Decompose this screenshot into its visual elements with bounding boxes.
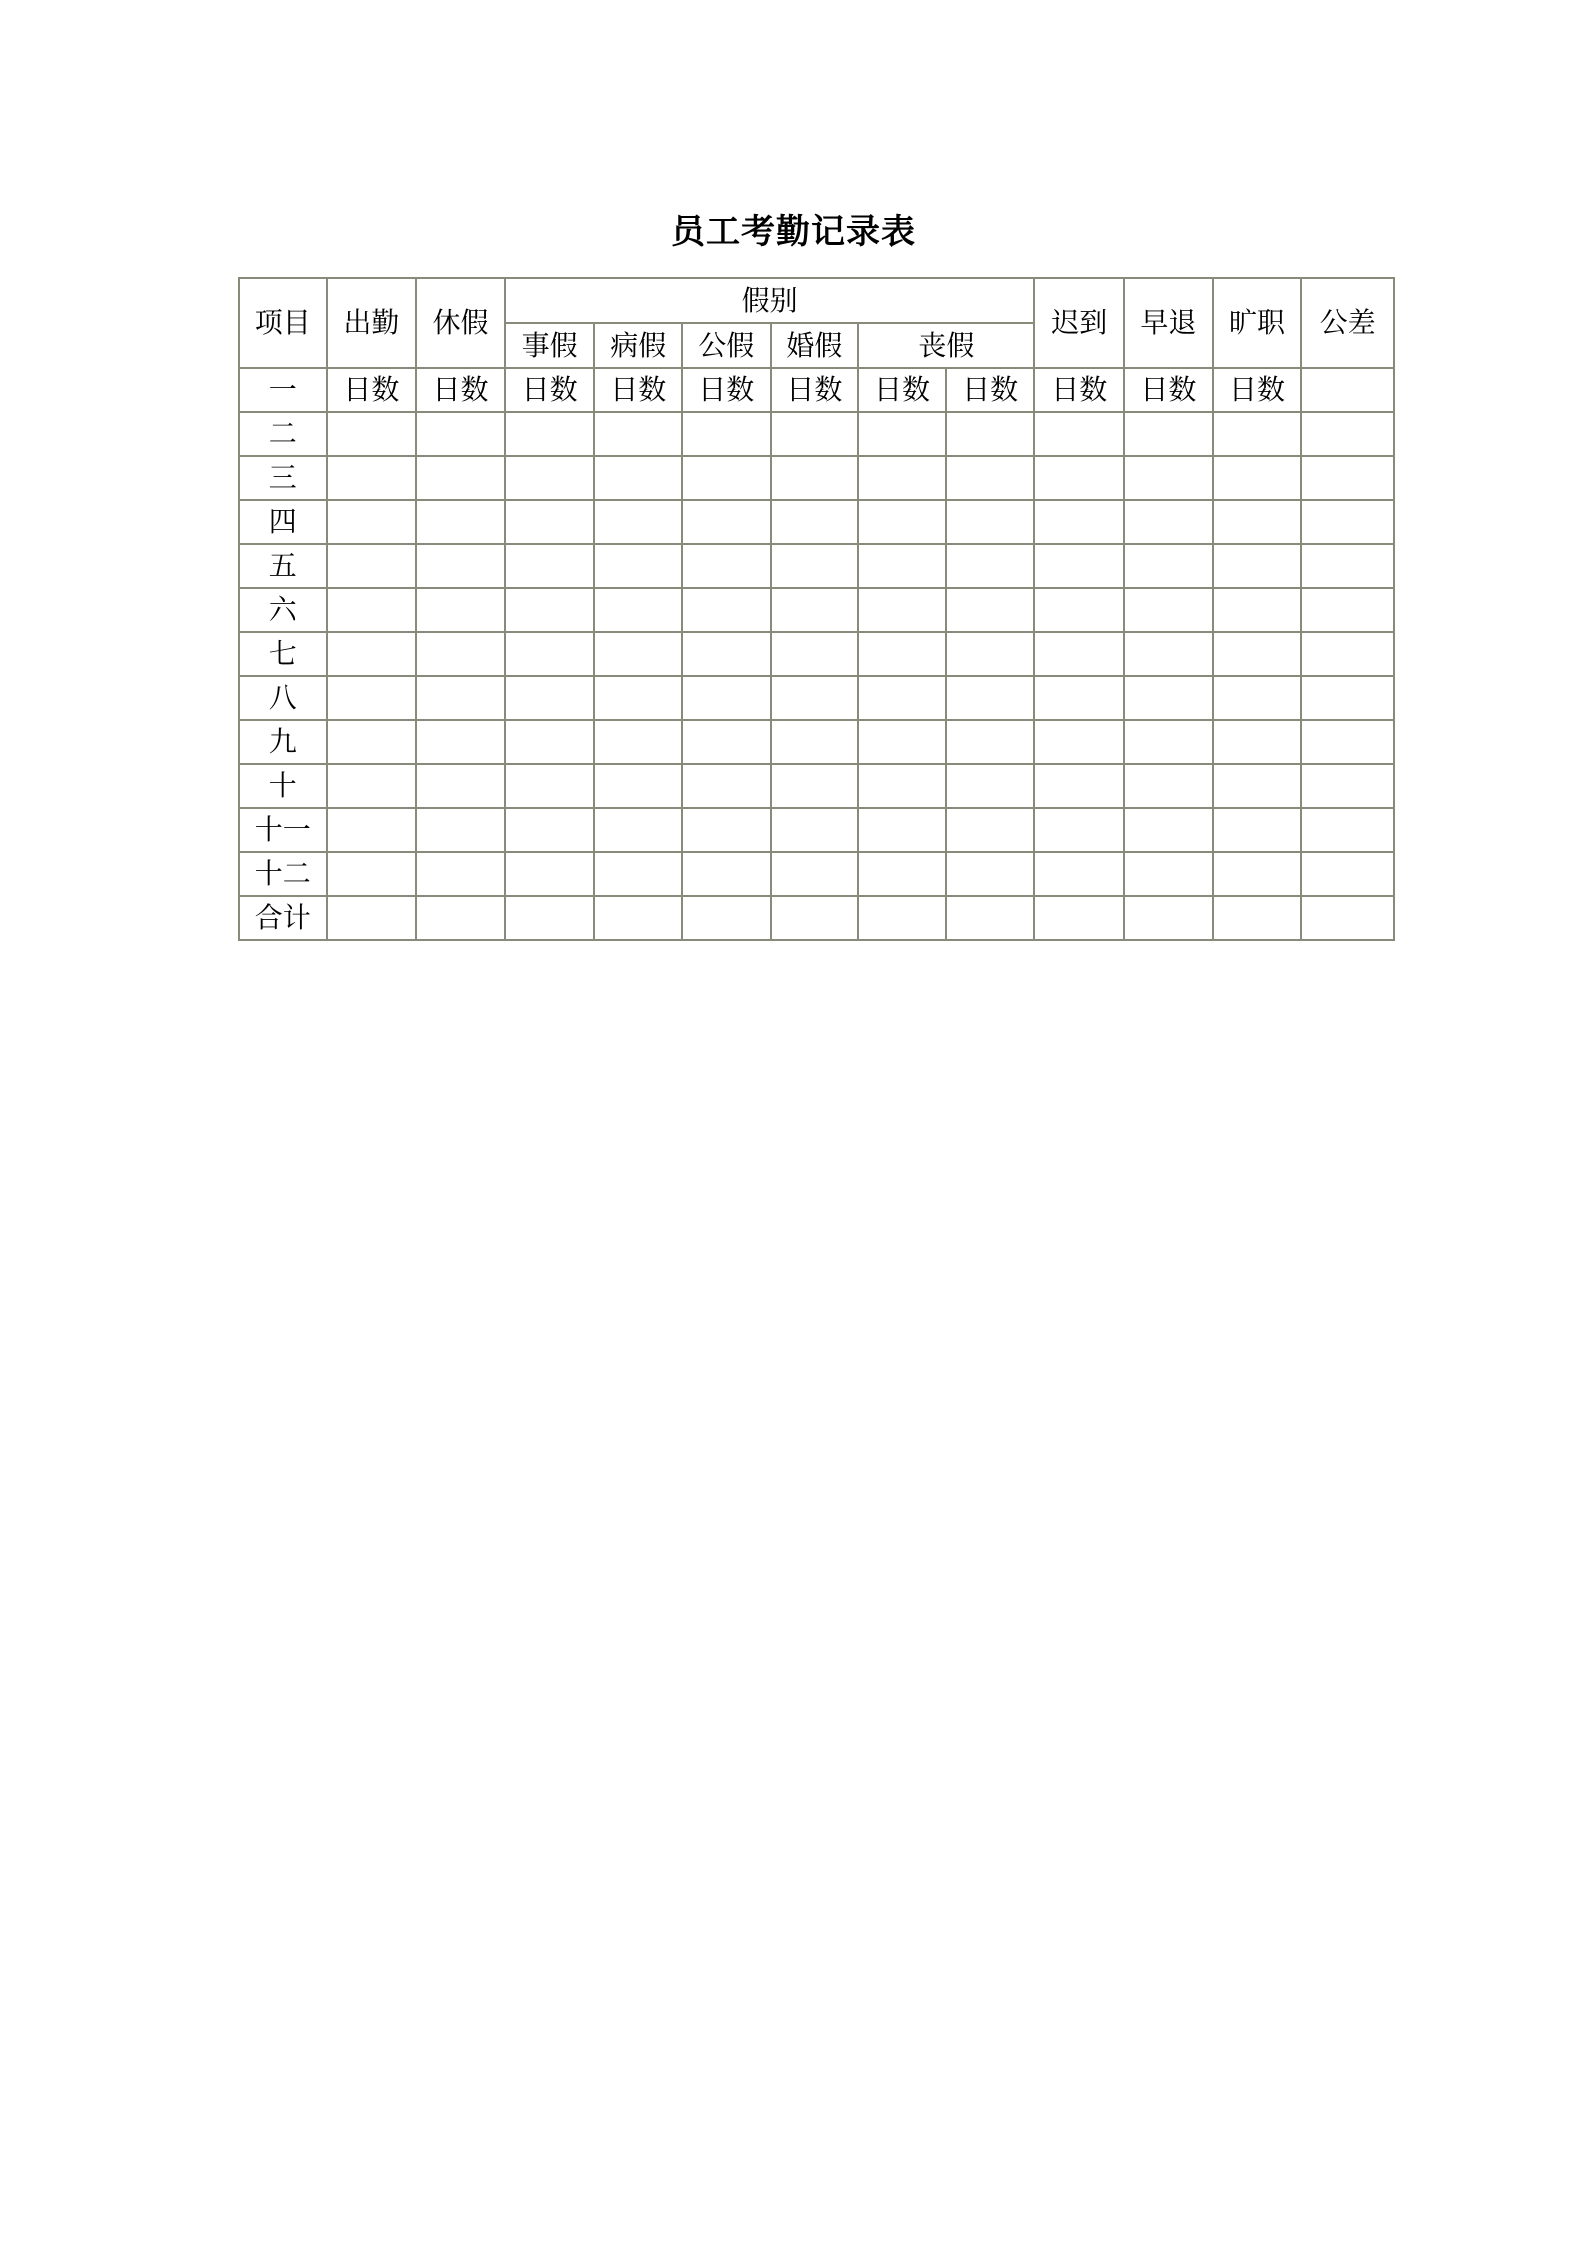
row-label: 十一 <box>239 808 327 852</box>
table-cell[interactable] <box>416 676 505 720</box>
table-cell[interactable] <box>946 720 1035 764</box>
table-cell[interactable] <box>1124 764 1213 808</box>
header-sick-leave: 病假 <box>594 323 682 368</box>
table-cell[interactable] <box>1124 808 1213 852</box>
table-cell[interactable] <box>946 412 1035 456</box>
table-cell[interactable] <box>327 852 417 896</box>
table-cell[interactable] <box>505 720 595 764</box>
table-cell[interactable] <box>858 896 946 940</box>
header-bereavement-leave: 丧假 <box>858 323 1034 368</box>
table-cell[interactable] <box>1034 588 1124 632</box>
row-label: 九 <box>239 720 327 764</box>
table-cell[interactable] <box>594 632 682 676</box>
table-cell[interactable] <box>1124 456 1213 500</box>
table-row <box>239 720 1394 764</box>
row-label: 五 <box>239 544 327 588</box>
table-cell[interactable] <box>416 588 505 632</box>
row-label: 四 <box>239 500 327 544</box>
table-cell[interactable]: 日数 <box>858 368 946 412</box>
header-business-trip: 公差 <box>1301 278 1394 368</box>
table-cell[interactable] <box>1213 456 1302 500</box>
table-cell[interactable] <box>1301 720 1394 764</box>
table-cell[interactable] <box>1213 676 1302 720</box>
table-row <box>239 852 1394 896</box>
table-cell[interactable] <box>1034 852 1124 896</box>
table-cell[interactable] <box>946 544 1035 588</box>
header-attendance: 出勤 <box>327 278 417 368</box>
table-cell[interactable] <box>1034 676 1124 720</box>
table-cell[interactable] <box>682 896 771 940</box>
table-cell[interactable] <box>771 456 859 500</box>
table-cell[interactable] <box>1301 368 1394 412</box>
table-cell[interactable] <box>946 500 1035 544</box>
table-cell[interactable] <box>327 412 417 456</box>
table-cell[interactable] <box>1301 896 1394 940</box>
table-cell[interactable] <box>1034 720 1124 764</box>
table-cell[interactable] <box>505 500 595 544</box>
table-cell[interactable] <box>594 412 682 456</box>
table-cell[interactable] <box>682 588 771 632</box>
table-cell[interactable] <box>946 808 1035 852</box>
table-cell[interactable] <box>594 808 682 852</box>
table-cell[interactable] <box>1213 632 1302 676</box>
table-cell[interactable] <box>771 852 859 896</box>
table-row <box>239 632 1394 676</box>
table-cell[interactable] <box>946 676 1035 720</box>
table-cell[interactable] <box>1124 500 1213 544</box>
table-cell[interactable] <box>1124 852 1213 896</box>
table-row <box>239 808 1394 852</box>
table-cell[interactable] <box>1301 676 1394 720</box>
table-cell[interactable] <box>1124 896 1213 940</box>
table-cell[interactable] <box>946 896 1035 940</box>
table-cell[interactable] <box>1034 632 1124 676</box>
table-cell[interactable] <box>1213 808 1302 852</box>
table-cell[interactable] <box>1124 632 1213 676</box>
header-early-leave: 早退 <box>1124 278 1213 368</box>
table-cell[interactable] <box>682 544 771 588</box>
header-item: 项目 <box>239 278 327 368</box>
table-cell[interactable] <box>1034 544 1124 588</box>
table-cell[interactable] <box>594 500 682 544</box>
table-cell[interactable] <box>505 808 595 852</box>
table-cell[interactable] <box>771 720 859 764</box>
table-cell[interactable] <box>1213 896 1302 940</box>
table-cell[interactable] <box>682 500 771 544</box>
table-cell[interactable] <box>327 500 417 544</box>
table-cell[interactable] <box>771 896 859 940</box>
table-cell[interactable] <box>771 544 859 588</box>
table-cell[interactable] <box>1213 764 1302 808</box>
table-cell[interactable] <box>682 632 771 676</box>
table-row <box>239 544 1394 588</box>
table-cell[interactable] <box>1301 500 1394 544</box>
table-cell[interactable] <box>682 808 771 852</box>
header-official-leave: 公假 <box>682 323 771 368</box>
row-label: 六 <box>239 588 327 632</box>
table-cell[interactable] <box>771 588 859 632</box>
table-cell[interactable] <box>858 632 946 676</box>
table-row <box>239 412 1394 456</box>
table-cell[interactable]: 日数 <box>416 368 505 412</box>
table-cell[interactable] <box>416 764 505 808</box>
table-cell[interactable] <box>1124 720 1213 764</box>
table-cell[interactable] <box>416 500 505 544</box>
attendance-table <box>238 277 1395 941</box>
table-row <box>239 896 1394 940</box>
table-cell[interactable] <box>505 896 595 940</box>
table-cell[interactable] <box>1034 456 1124 500</box>
table-row <box>239 456 1394 500</box>
table-cell[interactable] <box>594 544 682 588</box>
table-cell[interactable] <box>1034 412 1124 456</box>
table-cell[interactable] <box>327 676 417 720</box>
table-cell[interactable] <box>946 588 1035 632</box>
header-absent: 旷职 <box>1213 278 1302 368</box>
table-cell[interactable] <box>416 544 505 588</box>
header-marriage-leave: 婚假 <box>771 323 859 368</box>
table-cell[interactable] <box>327 896 417 940</box>
table-cell[interactable] <box>594 588 682 632</box>
table-cell[interactable] <box>1124 676 1213 720</box>
table-cell[interactable] <box>858 500 946 544</box>
row-label: 十二 <box>239 852 327 896</box>
table-row <box>239 500 1394 544</box>
table-cell[interactable] <box>771 500 859 544</box>
table-cell[interactable] <box>858 588 946 632</box>
table-cell[interactable] <box>771 412 859 456</box>
table-cell[interactable] <box>858 764 946 808</box>
table-row <box>239 588 1394 632</box>
table-cell[interactable] <box>1213 412 1302 456</box>
table-cell[interactable] <box>1301 764 1394 808</box>
table-cell[interactable] <box>1301 632 1394 676</box>
table-cell[interactable] <box>682 456 771 500</box>
document-title: 员工考勤记录表 <box>671 212 916 252</box>
table-cell[interactable] <box>416 412 505 456</box>
row-label: 七 <box>239 632 327 676</box>
table-row <box>239 676 1394 720</box>
table-cell[interactable] <box>946 632 1035 676</box>
table-cell[interactable] <box>946 764 1035 808</box>
table-cell[interactable] <box>682 676 771 720</box>
table-cell[interactable] <box>1213 500 1302 544</box>
table-cell[interactable] <box>858 412 946 456</box>
table-cell[interactable] <box>505 632 595 676</box>
table-cell[interactable] <box>682 412 771 456</box>
table-cell[interactable] <box>505 676 595 720</box>
table-cell[interactable] <box>505 544 595 588</box>
table-cell[interactable] <box>858 676 946 720</box>
table-cell[interactable] <box>1301 852 1394 896</box>
table-cell[interactable] <box>1301 412 1394 456</box>
table-cell[interactable] <box>505 588 595 632</box>
table-cell[interactable] <box>858 456 946 500</box>
table-cell[interactable] <box>505 412 595 456</box>
header-leave-group: 假别 <box>505 278 1035 323</box>
table-cell[interactable] <box>416 632 505 676</box>
header-personal-leave: 事假 <box>505 323 595 368</box>
table-cell[interactable] <box>1213 544 1302 588</box>
table-cell[interactable]: 日数 <box>1034 368 1124 412</box>
table-cell[interactable] <box>858 808 946 852</box>
table-cell[interactable] <box>858 544 946 588</box>
row-label: 二 <box>239 412 327 456</box>
table-cell[interactable] <box>1213 852 1302 896</box>
table-cell[interactable] <box>327 808 417 852</box>
table-cell[interactable] <box>858 720 946 764</box>
table-cell[interactable]: 日数 <box>1124 368 1213 412</box>
table-cell[interactable] <box>1034 764 1124 808</box>
row-label: 十 <box>239 764 327 808</box>
table-cell[interactable] <box>771 632 859 676</box>
table-cell[interactable] <box>858 852 946 896</box>
table-cell[interactable] <box>771 676 859 720</box>
table-cell[interactable] <box>1034 896 1124 940</box>
table-cell[interactable] <box>1301 456 1394 500</box>
table-cell[interactable] <box>327 588 417 632</box>
table-cell[interactable]: 日数 <box>946 368 1035 412</box>
table-cell[interactable] <box>1034 500 1124 544</box>
row-label: 合计 <box>239 896 327 940</box>
table-cell[interactable] <box>505 764 595 808</box>
table-cell[interactable]: 日数 <box>505 368 595 412</box>
table-cell[interactable] <box>1301 544 1394 588</box>
table-cell[interactable] <box>416 808 505 852</box>
table-cell[interactable] <box>1213 720 1302 764</box>
table-cell[interactable] <box>771 808 859 852</box>
table-cell[interactable] <box>946 456 1035 500</box>
table-cell[interactable] <box>416 852 505 896</box>
table-cell[interactable] <box>327 720 417 764</box>
header-rest: 休假 <box>416 278 505 368</box>
table-cell[interactable] <box>327 456 417 500</box>
table-row <box>239 764 1394 808</box>
table-cell[interactable] <box>594 720 682 764</box>
table-cell[interactable] <box>682 852 771 896</box>
table-cell[interactable] <box>505 456 595 500</box>
table-cell[interactable] <box>327 544 417 588</box>
table-row <box>239 368 1394 412</box>
table-cell[interactable] <box>1124 544 1213 588</box>
header-late: 迟到 <box>1034 278 1124 368</box>
table-cell[interactable] <box>1124 412 1213 456</box>
row-label: 一 <box>239 368 327 412</box>
table-cell[interactable]: 日数 <box>771 368 859 412</box>
table-cell[interactable] <box>327 632 417 676</box>
table-cell[interactable]: 日数 <box>682 368 771 412</box>
table-cell[interactable] <box>594 852 682 896</box>
table-cell[interactable] <box>594 676 682 720</box>
table-cell[interactable]: 日数 <box>1213 368 1302 412</box>
table-cell[interactable] <box>682 764 771 808</box>
table-cell[interactable] <box>416 720 505 764</box>
table-cell[interactable] <box>1213 588 1302 632</box>
table-cell[interactable] <box>946 852 1035 896</box>
table-cell[interactable] <box>505 852 595 896</box>
table-cell[interactable] <box>1034 808 1124 852</box>
row-label: 三 <box>239 456 327 500</box>
table-cell[interactable] <box>1124 588 1213 632</box>
table-cell[interactable]: 日数 <box>327 368 417 412</box>
table-cell[interactable] <box>1301 808 1394 852</box>
table-cell[interactable] <box>327 764 417 808</box>
table-cell[interactable] <box>416 896 505 940</box>
table-cell[interactable]: 日数 <box>594 368 682 412</box>
row-label: 八 <box>239 676 327 720</box>
table-cell[interactable] <box>416 456 505 500</box>
table-cell[interactable] <box>682 720 771 764</box>
table-cell[interactable] <box>594 896 682 940</box>
header-row <box>239 278 1394 323</box>
table-cell[interactable] <box>594 456 682 500</box>
table-cell[interactable] <box>1301 588 1394 632</box>
table-cell[interactable] <box>771 764 859 808</box>
table-cell[interactable] <box>594 764 682 808</box>
